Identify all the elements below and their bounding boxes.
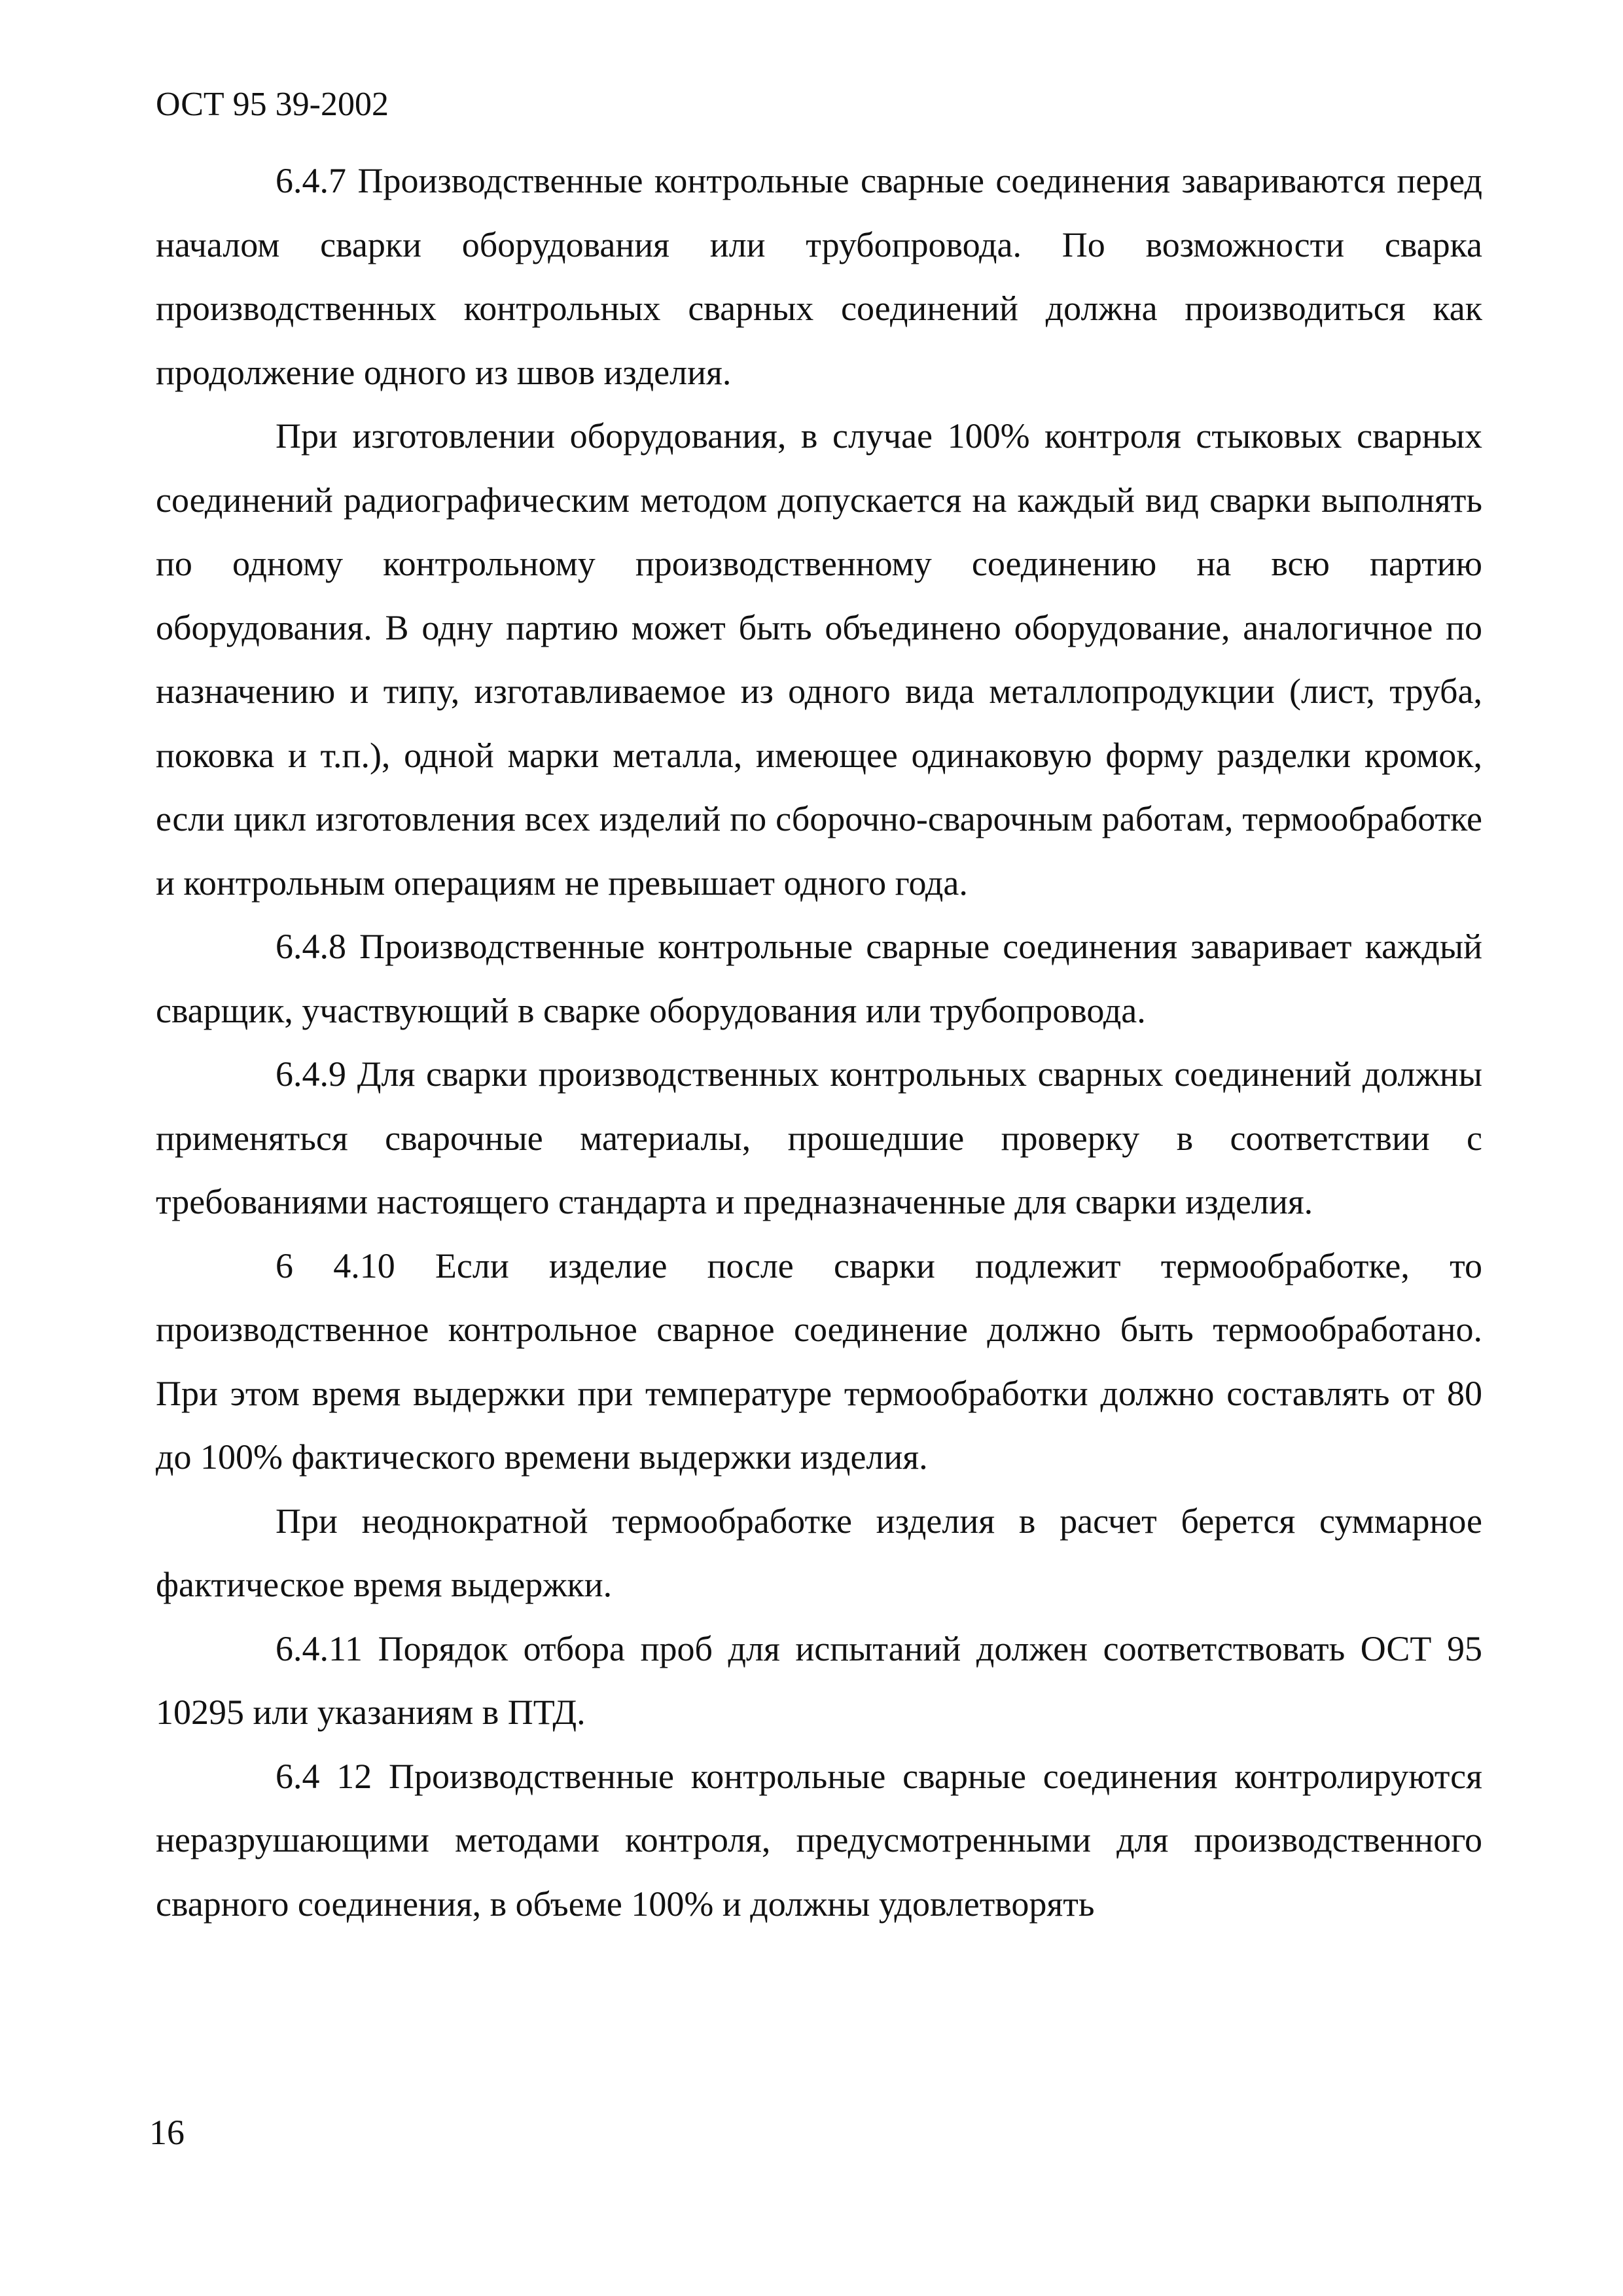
- document-header: ОСТ 95 39-2002: [156, 86, 389, 123]
- paragraph-6-4-11: 6.4.11 Порядок отбора проб для испытаний должен соответствовать ОСТ 95 10295 или указаниям в ПТД.: [156, 1628, 1482, 1732]
- paragraph-repeated-heat-treatment: При неоднократной термообработке изделия в расчет берется суммарное фактическое время выдержки.: [156, 1501, 1482, 1604]
- document-body: [156, 149, 1482, 1936]
- page-number: 16: [149, 2113, 185, 2152]
- paragraph-6-4-9: 6.4.9 Для сварки производственных контрольных сварных соединений должны применяться сварочные материалы, прошедшие проверку в соответствии с требованиями настоящего стандарта и предназначенные для сварки изделия.: [156, 1054, 1482, 1221]
- paragraph-batch-control: При изготовлении оборудования, в случае 100% контроля стыковых сварных соединений радиографическим методом допускается на каждый вид сварки выполнять по одному контрольному производственному соединению на всю партию оборудования. В одну партию может быть объединено оборудование, аналогичное по назначению и типу, изготавливаемое из одного вида металлопродукции (лист, труба, поковка и т.п.), одной марки металла, имеющее одинаковую форму разделки кромок, если цикл изготовления всех изделий по сборочно-сварочным работам, термообработке и контрольным операциям не превышает одного года.: [156, 416, 1482, 903]
- paragraph-6-4-8: 6.4.8 Производственные контрольные сварные соединения заваривает каждый сварщик, участвующий в сварке оборудования или трубопровода.: [156, 927, 1482, 1030]
- paragraph-6-4-7: 6.4.7 Производственные контрольные сварные соединения завариваются перед началом сварки оборудования или трубопровода. По возможности сварка производственных контрольных сварных соединений должна производиться как продолжение одного из швов изделия.: [156, 161, 1482, 392]
- paragraph-6-4-10: 6 4.10 Если изделие после сварки подлежит термообработке, то производственное контрольное сварное соединение должно быть термообработано. При этом время выдержки при температуре термообработки должно составлять от 80 до 100% фактического времени выдержки изделия.: [156, 1246, 1482, 1477]
- paragraph-6-4-12: 6.4 12 Производственные контрольные сварные соединения контролируются неразрушающими методами контроля, предусмотренными для производственного сварного соединения, в объеме 100% и должны удовлетворять: [156, 1756, 1482, 1924]
